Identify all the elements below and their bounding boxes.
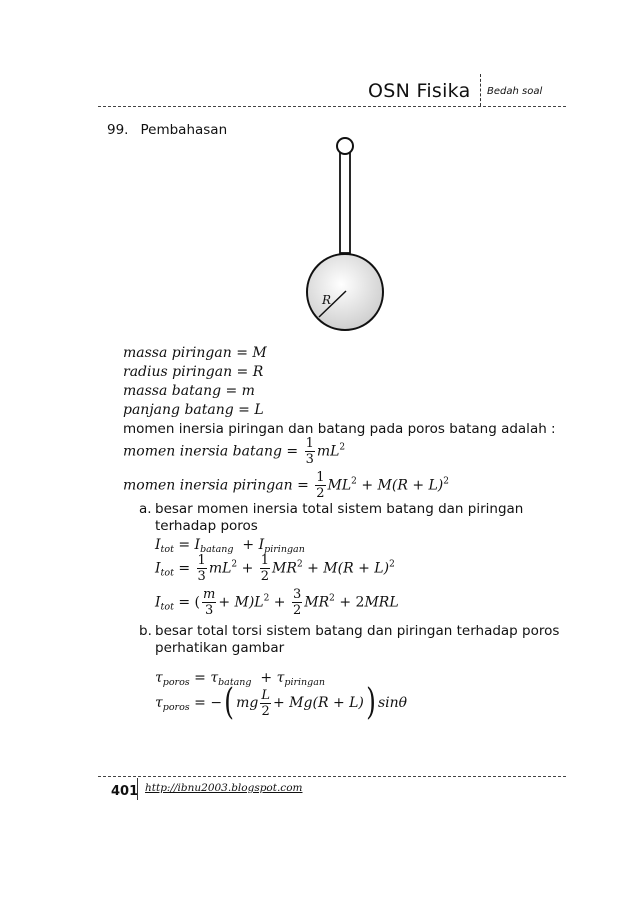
header-subtitle: Bedah soal (487, 86, 543, 97)
rod (340, 153, 350, 253)
pendulum-figure (300, 132, 400, 332)
eq-batang-rest: mL (316, 443, 340, 460)
eq-inersia-piringan: momen inersia piringan = $\frac{1}{2}$ $ML^2 + M(R + L)^2$ (123, 470, 449, 501)
eq-piringan-rest: ML (327, 477, 352, 494)
frac-one-half: $\frac{1}{2}$ (316, 470, 325, 501)
section-title: Pembahasan (140, 122, 228, 138)
part-a-line2: terhadap poros (155, 518, 258, 534)
eq-piringan-lhs: momen inersia piringan = (123, 477, 309, 494)
eq-itot-expanded: $I_{tot}$ = $\frac{1}{3}$ $mL^2$ + $\frac{1}{2}$ $MR^2 + M(R + L)^2$ (155, 553, 395, 584)
part-b-label: b. (139, 623, 152, 639)
section-number: 99. (107, 122, 129, 138)
given-radius-piringan: radius piringan = R (123, 364, 264, 380)
radius-label: R (322, 293, 332, 307)
eq-itot-simplified: $I_{tot}$ = ( $\frac{m}{3}$ + $M)L^2$ + $\frac{3}{2}$ $MR^2 + 2MRL$ (155, 587, 399, 618)
eq-piringan-tail: + M(R + L) (356, 477, 444, 494)
eq-inersia-batang: momen inersia batang = $\frac{1}{3}$ $mL^2$ (123, 436, 346, 467)
footer-divider (98, 776, 566, 777)
part-b-line1: besar total torsi sistem batang dan piringan terhadap poros (155, 623, 560, 639)
given-massa-batang: massa batang = m (123, 383, 255, 399)
part-b-line2: perhatikan gambar (155, 640, 285, 656)
eq-tau-sum: $\tau_{poros} = \tau_{batang} + \tau_{piringan}$ (155, 670, 326, 688)
frac-one-third: $\frac{1}{3}$ (305, 436, 314, 467)
header-separator (480, 74, 481, 106)
page-number: 401 (111, 784, 139, 799)
section-heading (107, 122, 239, 138)
part-a-line1: besar momen inersia total sistem batang dan piringan (155, 501, 524, 517)
pivot-circle (337, 138, 353, 154)
part-a-label: a. (139, 501, 152, 517)
eq-batang-lhs: momen inersia batang = (123, 443, 299, 460)
given-massa-piringan: massa piringan = M (123, 345, 267, 361)
header-divider (98, 106, 566, 107)
header-title: OSN Fisika (368, 80, 471, 102)
intro-text: momen inersia piringan dan batang pada poros batang adalah : (123, 421, 556, 437)
given-panjang-batang: panjang batang = L (123, 402, 264, 418)
eq-itot-sum: $I_{tot} = I_{batang} + I_{piringan}$ (155, 537, 305, 555)
footer-separator (137, 778, 138, 800)
eq-tau-expanded: $\tau_{poros}$ = −( mg $\frac{L}{2}$ + Mg(R + L)) sinθ (155, 682, 408, 723)
blog-link[interactable]: http://ibnu2003.blogspot.com (145, 782, 303, 794)
